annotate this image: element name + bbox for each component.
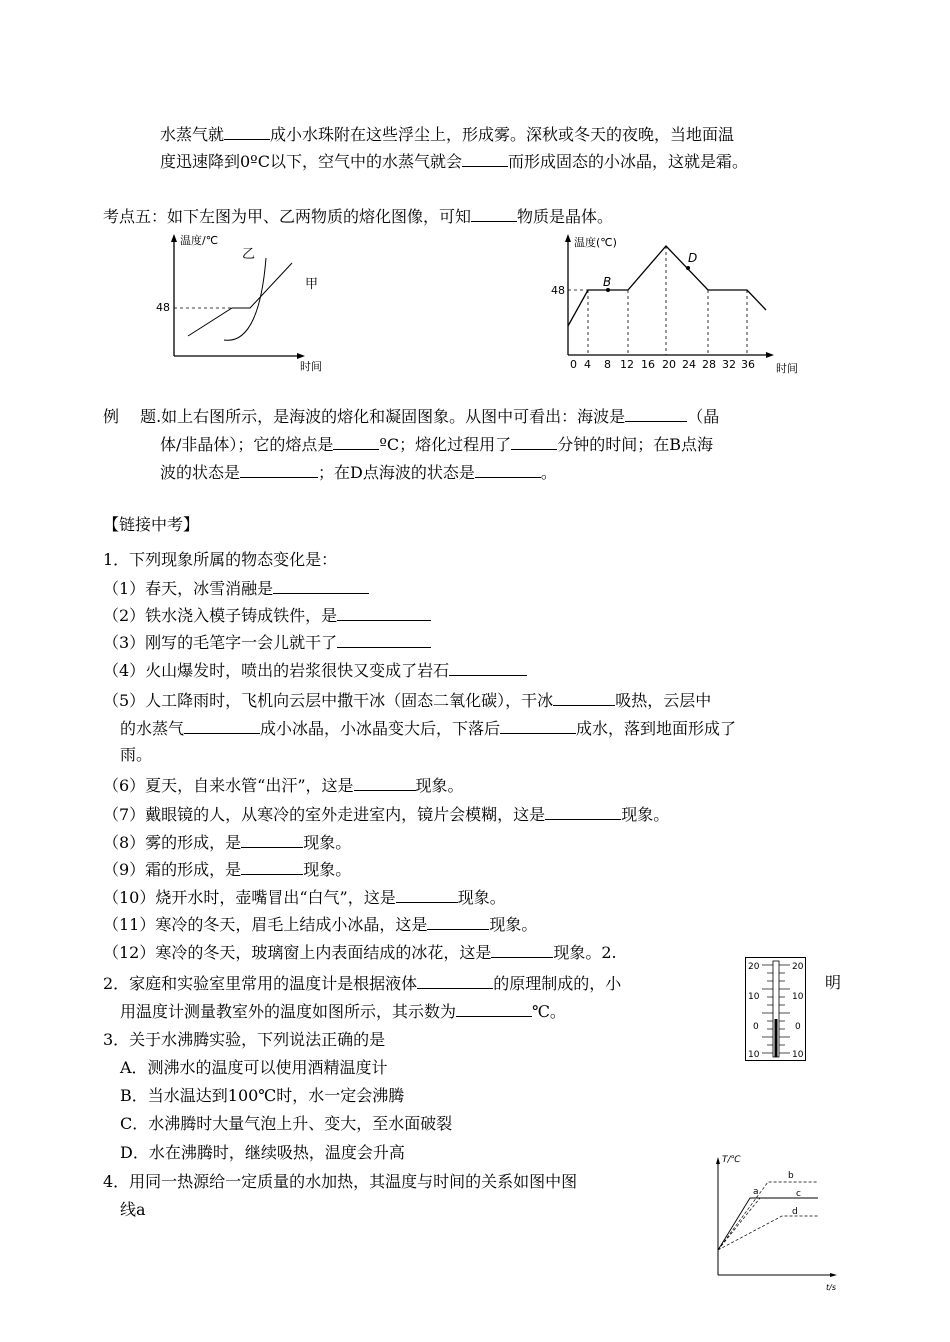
list-item [103,690,711,711]
option-b[interactable]: B．当水温达到100℃时，水一定会沸腾 [120,1086,405,1105]
answer-blank[interactable] [449,660,527,676]
text: （4）火山爆发时，喷出的岩浆很快又变成了岩石 [103,661,450,680]
text: （2）铁水浇入模子铸成铁件，是 [103,606,338,625]
text-line [103,406,719,427]
text: 度迅速降到0ºC以下，空气中的水蒸气就会 [160,152,462,171]
x-axis-label: 时间 [776,362,798,375]
text: 现象。 [415,776,464,795]
series-jia [188,263,292,336]
question-stem: 4．用同一热源给一定质量的水加热，其温度与时间的关系如图中图 [103,1172,578,1191]
x-axis-label: t/s [826,1283,836,1292]
answer-blank[interactable] [396,887,458,903]
x-tick: 0 [570,358,577,371]
text: （5）人工降雨时，飞机向云层中撒干冰（固态二氧化碳），干冰 [103,691,554,710]
section-heading: 【链接中考】 [103,515,200,534]
x-tick: 16 [641,358,655,371]
text-line [160,434,713,455]
text: ℃。 [532,1002,566,1021]
answer-blank[interactable] [511,434,557,450]
answer-blank[interactable] [333,434,379,450]
tick-label-48: 48 [156,301,170,314]
melting-chart-right [548,230,808,380]
text: 体/非晶体）；它的熔点是 [160,435,334,454]
text: （11）寒冷的冬天，眉毛上结成小冰晶，这是 [103,915,428,934]
answer-blank[interactable] [241,832,303,848]
melting-chart-left [150,228,350,378]
text: （3）刚写的毛笔字一会儿就干了 [103,633,338,652]
text: 的水蒸气 [120,719,185,738]
text: 成小水珠附在这些浮尘上，形成雾。深秋或冬天的夜晚，当地面温 [270,125,735,144]
x-tick-labels [570,358,755,371]
y-axis-label: T/℃ [722,1155,741,1165]
question-stem: 1．下列现象所属的物态变化是： [103,550,338,569]
text: （12）寒冷的冬天，玻璃窗上内表面结成的冰花，这是 [103,943,492,962]
list-item [103,660,527,681]
x-tick: 36 [741,358,755,371]
answer-blank[interactable] [545,804,621,820]
option-a[interactable]: A．测沸水的温度可以使用酒精温度计 [120,1058,388,1077]
x-axis-label: 时间 [300,360,322,373]
point-label-b: B [603,275,612,289]
list-item [103,887,506,908]
x-tick: 8 [604,358,611,371]
text: （9）霜的形成，是 [103,860,242,879]
text: 成水，落到地面形成了 [576,719,737,738]
label-jia: 甲 [305,277,319,292]
text: 2．家庭和实验室里常用的温度计是根据液体 [103,974,418,993]
tick-label: 20 [792,962,804,972]
text: 例 题.如上右图所示，是海波的熔化和凝固图象。从图中可看出：海波是 [103,407,626,426]
tick-label-48: 48 [551,284,565,297]
label-yi: 乙 [242,247,256,262]
text: 现象。2. [553,943,617,962]
list-item [103,605,431,626]
answer-blank[interactable] [241,859,303,875]
point-label-d: D [688,251,698,265]
text: 用温度计测量教室外的温度如图所示，其示数为 [120,1002,457,1021]
list-item: 雨。 [120,745,153,764]
list-item [103,942,617,963]
text-line [160,124,734,145]
answer-blank[interactable] [417,973,493,989]
list-item [103,859,351,880]
x-tick: 4 [584,358,591,371]
text: （1）春天，冰雪消融是 [103,579,274,598]
series-d [718,1216,818,1250]
answer-blank[interactable] [491,942,553,958]
option-c[interactable]: C．水沸腾时大量气泡上升、变大，至水面破裂 [120,1114,453,1133]
tick-label: 10 [792,992,804,1002]
text: 物质是晶体。 [517,207,614,226]
x-tick: 28 [702,358,716,371]
answer-blank[interactable] [337,605,431,621]
series-yi [224,258,266,340]
option-d[interactable]: D．水在沸腾时，继续吸热，温度会升高 [120,1143,405,1162]
heating-curve-chart [708,1150,848,1295]
text: 的原理制成的，小 [493,974,622,993]
thermometer-figure [745,957,807,1062]
tick-label: 20 [748,962,760,972]
text: 现象。 [303,833,352,852]
answer-blank[interactable] [240,462,318,478]
text: 现象。 [457,888,506,907]
text: （6）夏天，自来水管“出汗”，这是 [103,776,354,795]
text: 。 [540,463,557,482]
answer-blank[interactable] [273,578,369,594]
text: 成小冰晶，小冰晶变大后，下落后 [260,719,501,738]
list-item [103,914,537,935]
answer-blank[interactable] [456,1001,532,1017]
series-label-b: b [788,1171,794,1181]
answer-blank[interactable] [184,718,260,734]
list-item [103,578,369,599]
tick-label: 10 [748,992,760,1002]
text: （7）戴眼镜的人，从寒冷的室外走进室内，镜片会模糊，这是 [103,805,546,824]
list-item [120,718,736,739]
text-line [120,1001,566,1022]
list-item [103,804,669,825]
question-stem: 3．关于水沸腾实验，下列说法正确的是 [103,1030,386,1049]
text: 而形成固态的小冰晶，这就是霜。 [507,152,748,171]
answer-blank[interactable] [354,775,416,791]
text: ºC；熔化过程用了 [379,435,512,454]
series-label-d: d [792,1207,798,1217]
answer-blank[interactable] [427,914,489,930]
text: 分钟的时间；在B点海 [557,435,713,454]
text: 现象。 [621,805,670,824]
text-line [103,973,621,994]
list-item [103,775,464,796]
y-axis-label: 温度(℃) [574,236,617,249]
series-label-c: c [796,1189,801,1199]
tick-label: 10 [748,1050,760,1060]
text-line [160,462,557,483]
answer-blank[interactable] [553,690,615,706]
tick-label: 0 [753,1022,759,1032]
text: 现象。 [489,915,538,934]
x-tick: 12 [620,358,634,371]
tick-label: 10 [792,1050,804,1060]
answer-blank[interactable] [337,632,431,648]
x-tick: 20 [662,358,676,371]
text: 水蒸气就 [160,125,225,144]
text: （晶 [687,407,720,426]
series-label-a: a [753,1187,759,1197]
tick-label: 0 [795,1022,801,1032]
question-stem: 线a [120,1200,146,1219]
text: 明 [825,973,842,992]
list-item [103,832,351,853]
series-hypo [568,246,766,326]
text: 考点五：如下左图为甲、乙两物质的熔化图像，可知 [103,207,472,226]
text-line [103,206,613,227]
answer-blank[interactable] [471,206,517,222]
y-axis-label: 温度/℃ [180,234,219,247]
text: （10）烧开水时，壶嘴冒出“白气”，这是 [103,888,396,907]
x-tick: 32 [722,358,736,371]
x-tick: 24 [682,358,696,371]
text: （8）雾的形成，是 [103,833,242,852]
text: 吸热，云层中 [615,691,712,710]
answer-blank[interactable] [462,151,508,167]
text: 波的状态是 [160,463,241,482]
text: ；在D点海波的状态是 [318,463,475,482]
answer-blank[interactable] [625,406,687,422]
answer-blank[interactable] [224,124,270,140]
list-item [103,632,431,653]
answer-blank[interactable] [475,462,541,478]
text-line [160,151,748,172]
answer-blank[interactable] [500,718,576,734]
text: 现象。 [303,860,352,879]
series-b [718,1182,818,1250]
